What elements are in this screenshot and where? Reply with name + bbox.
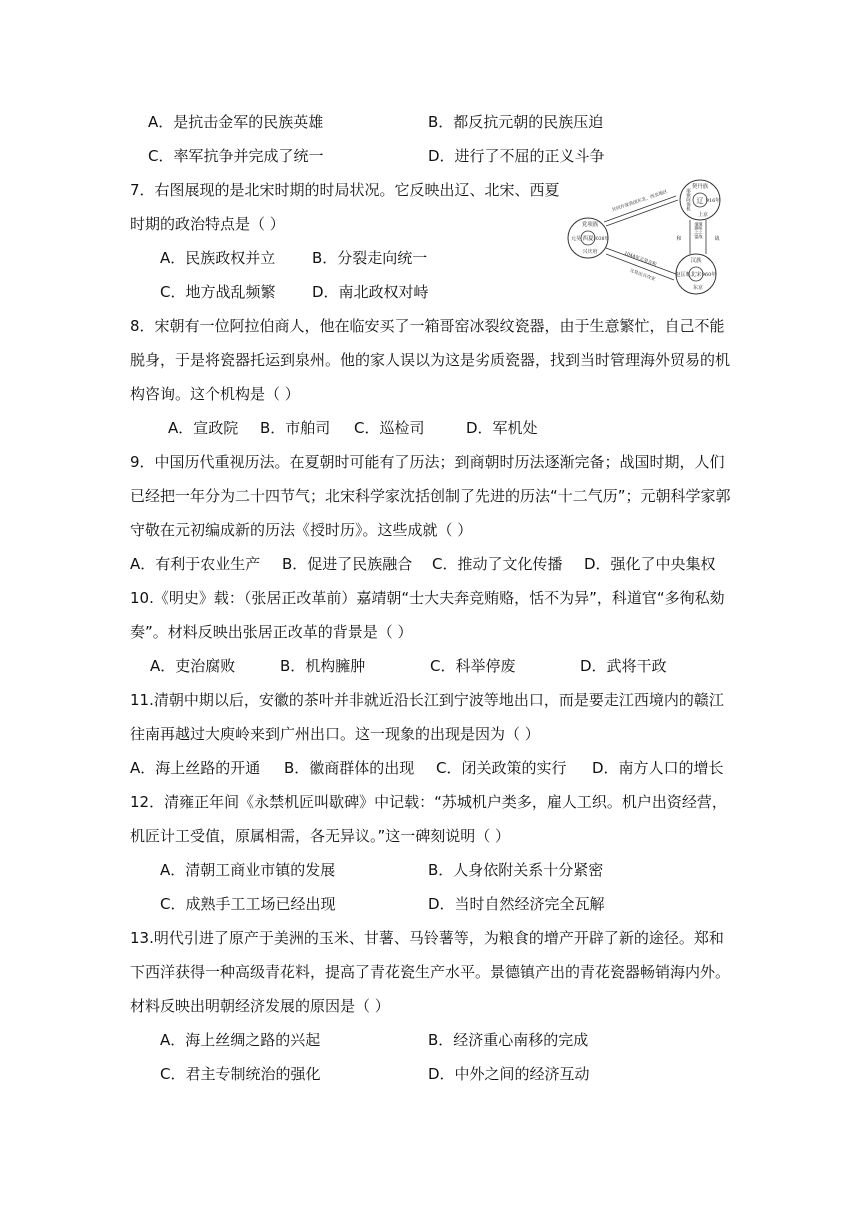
q13-stem-line-2: 下西洋获得一种高级青花料，提高了青花瓷生产水平。景德镇产出的青花瓷器畅销海内外。 xyxy=(130,963,731,981)
q7-option-b: B．分裂走向统一 xyxy=(312,249,428,267)
liao-circle xyxy=(680,180,720,220)
chanyuan-treaty-label: 澶渊之盟 xyxy=(694,221,700,239)
q11-option-d: D．南方人口的增长 xyxy=(592,759,724,777)
q8-option-a: A．宣政院 xyxy=(168,419,239,437)
q6-option-d: D．进行了不屈的正义斗争 xyxy=(428,147,605,165)
xixia-year: 1038年 xyxy=(593,237,609,242)
q9-option-a: A．有利于农业生产 xyxy=(130,555,261,573)
q13-option-b: B．经济重心南移的完成 xyxy=(428,1031,589,1049)
q8-option-d: D．军机处 xyxy=(466,419,538,437)
q13-stem-line-3: 材料反映出明朝经济发展的原因是（ ） xyxy=(130,997,390,1015)
war-label: 战 xyxy=(714,236,720,242)
q6-option-b: B．都反抗元朝的民族压迫 xyxy=(428,113,604,131)
xixia-founder: 元昊 xyxy=(570,236,582,242)
q8-option-b: B．市舶司 xyxy=(260,419,331,437)
q10-option-c: C．科举停废 xyxy=(430,657,516,675)
liao-ethnic: 契丹族 xyxy=(691,184,709,190)
q10-option-d: D．武将干政 xyxy=(580,657,667,675)
q6-option-c: C．率军抗争并完成了统一 xyxy=(148,147,324,165)
q12-stem-line-2: 机匠计工受值，原属相需，各无异议。”这一碑刻说明（ ） xyxy=(130,827,511,845)
liao-year: 916年 xyxy=(705,198,721,204)
q12-stem-line-1: 12．清雍正年间《永禁机匠叫歇碑》中记载：“苏城机户类多，雇人工织。机户出资经营， xyxy=(130,793,727,811)
q13-option-d: D．中外之间的经济互动 xyxy=(428,1065,590,1083)
q12-option-b: B．人身依附关系十分紧密 xyxy=(428,861,604,879)
q10-stem-line-2: 奏”。材料反映出张居正改革的背景是（ ） xyxy=(130,623,413,641)
q10-stem-line-1: 10.《明史》载：（张居正改革前）嘉靖朝“士大夫奔竞贿赂，恬不为异”，科道官“多徇私劾 xyxy=(130,589,725,607)
q11-stem-line-1: 11.清朝中期以后，安徽的茶叶并非就近沿长江到宁波等地出口，而是要走江西境内的赣江 xyxy=(130,691,724,709)
q11-option-b: B．徽商群体的出现 xyxy=(284,759,415,777)
q8-stem-line-3: 构咨询。这个机构是（ ） xyxy=(130,385,300,403)
q8-stem-line-2: 脱身，于是将瓷器托运到泉州。他的家人误以为这是劣质瓷器，找到当时管理海外贸易的机 xyxy=(130,351,731,369)
yuanhao-peace-label: 1044年元昊言和 xyxy=(623,251,657,268)
liao-founder: 耶律阿保机 xyxy=(685,188,691,212)
liao-capital: 上京 xyxy=(697,212,709,218)
arrow-cooperate-label: 共同开发我国东北、西北地区 xyxy=(611,189,669,214)
q9-stem-line-3: 守敬在元初编成新的历法《授时历》。这些成就（ ） xyxy=(130,521,473,539)
song-year: 960年 xyxy=(701,272,717,278)
q6-option-a: A．是抗击金军的民族英雄 xyxy=(148,113,324,131)
q10-option-a: A．吏治腐败 xyxy=(150,657,236,675)
song-capital: 东京 xyxy=(692,285,704,291)
xixia-name: 西夏 xyxy=(582,236,594,242)
q9-option-d: D．强化了中央集权 xyxy=(584,555,716,573)
peace-label: 和 xyxy=(676,236,682,242)
q12-option-c: C．成熟手工工场已经出现 xyxy=(160,895,336,913)
q7-liao-song-xixia-diagram xyxy=(566,178,730,302)
q9-option-b: B．促进了民族融合 xyxy=(282,555,413,573)
song-founder: 赵匡胤 xyxy=(675,272,691,278)
q8-stem-line-1: 8．宋朝有一位阿拉伯商人，他在临安买了一箱哥窑冰裂纹瓷器，由于生意繁忙，自己不能 xyxy=(130,317,725,335)
q9-stem-line-1: 9．中国历代重视历法。在夏朝时可能有了历法；到商朝时历法逐渐完备；战国时期，人们 xyxy=(130,453,725,471)
song-name: 北宋 xyxy=(690,272,702,278)
liao-name: 辽 xyxy=(696,197,704,205)
chanzhou-battle-label: 澶州之战 xyxy=(698,221,704,239)
q13-option-a: A．海上丝绸之路的兴起 xyxy=(160,1031,321,1049)
q7-option-a: A．民族政权并立 xyxy=(160,249,276,267)
q10-option-b: B．机构臃肿 xyxy=(280,657,366,675)
xixia-circle xyxy=(568,218,609,258)
q11-option-c: C．闭关政策的实行 xyxy=(436,759,567,777)
yuanhao-war-label: 元昊出兵攻宋 xyxy=(628,268,656,283)
q7-option-c: C．地方战乱频繁 xyxy=(160,283,276,301)
q11-stem-line-2: 往南再越过大庾岭来到广州出口。这一现象的出现是因为（ ） xyxy=(130,725,540,743)
q9-stem-line-2: 已经把一年分为二十四节气；北宋科学家沈括创制了先进的历法“十二气历”；元朝科学家郭 xyxy=(130,487,731,505)
q7-stem-line-2: 时期的政治特点是（ ） xyxy=(130,215,285,233)
q8-option-c: C．巡检司 xyxy=(354,419,425,437)
q9-option-c: C．推动了文化传播 xyxy=(432,555,563,573)
xixia-capital: 兴庆府 xyxy=(582,249,598,255)
q7-option-d: D．南北政权对峙 xyxy=(312,283,429,301)
q13-option-c: C．君主专制统治的强化 xyxy=(160,1065,321,1083)
q12-option-a: A．清朝工商业市镇的发展 xyxy=(160,861,336,879)
q13-stem-line-1: 13.明代引进了原产于美洲的玉米、甘薯、马铃薯等，为粮食的增产开辟了新的途径。郑和 xyxy=(130,929,724,947)
song-circle xyxy=(675,254,716,294)
q12-option-d: D．当时自然经济完全瓦解 xyxy=(428,895,605,913)
q11-option-a: A．海上丝路的开通 xyxy=(130,759,261,777)
song-ethnic: 汉族 xyxy=(690,258,702,264)
q7-stem-line-1: 7．右图展现的是北宋时期的时局状况。它反映出辽、北宋、西夏 xyxy=(130,181,560,199)
xixia-ethnic: 党项族 xyxy=(581,222,599,228)
